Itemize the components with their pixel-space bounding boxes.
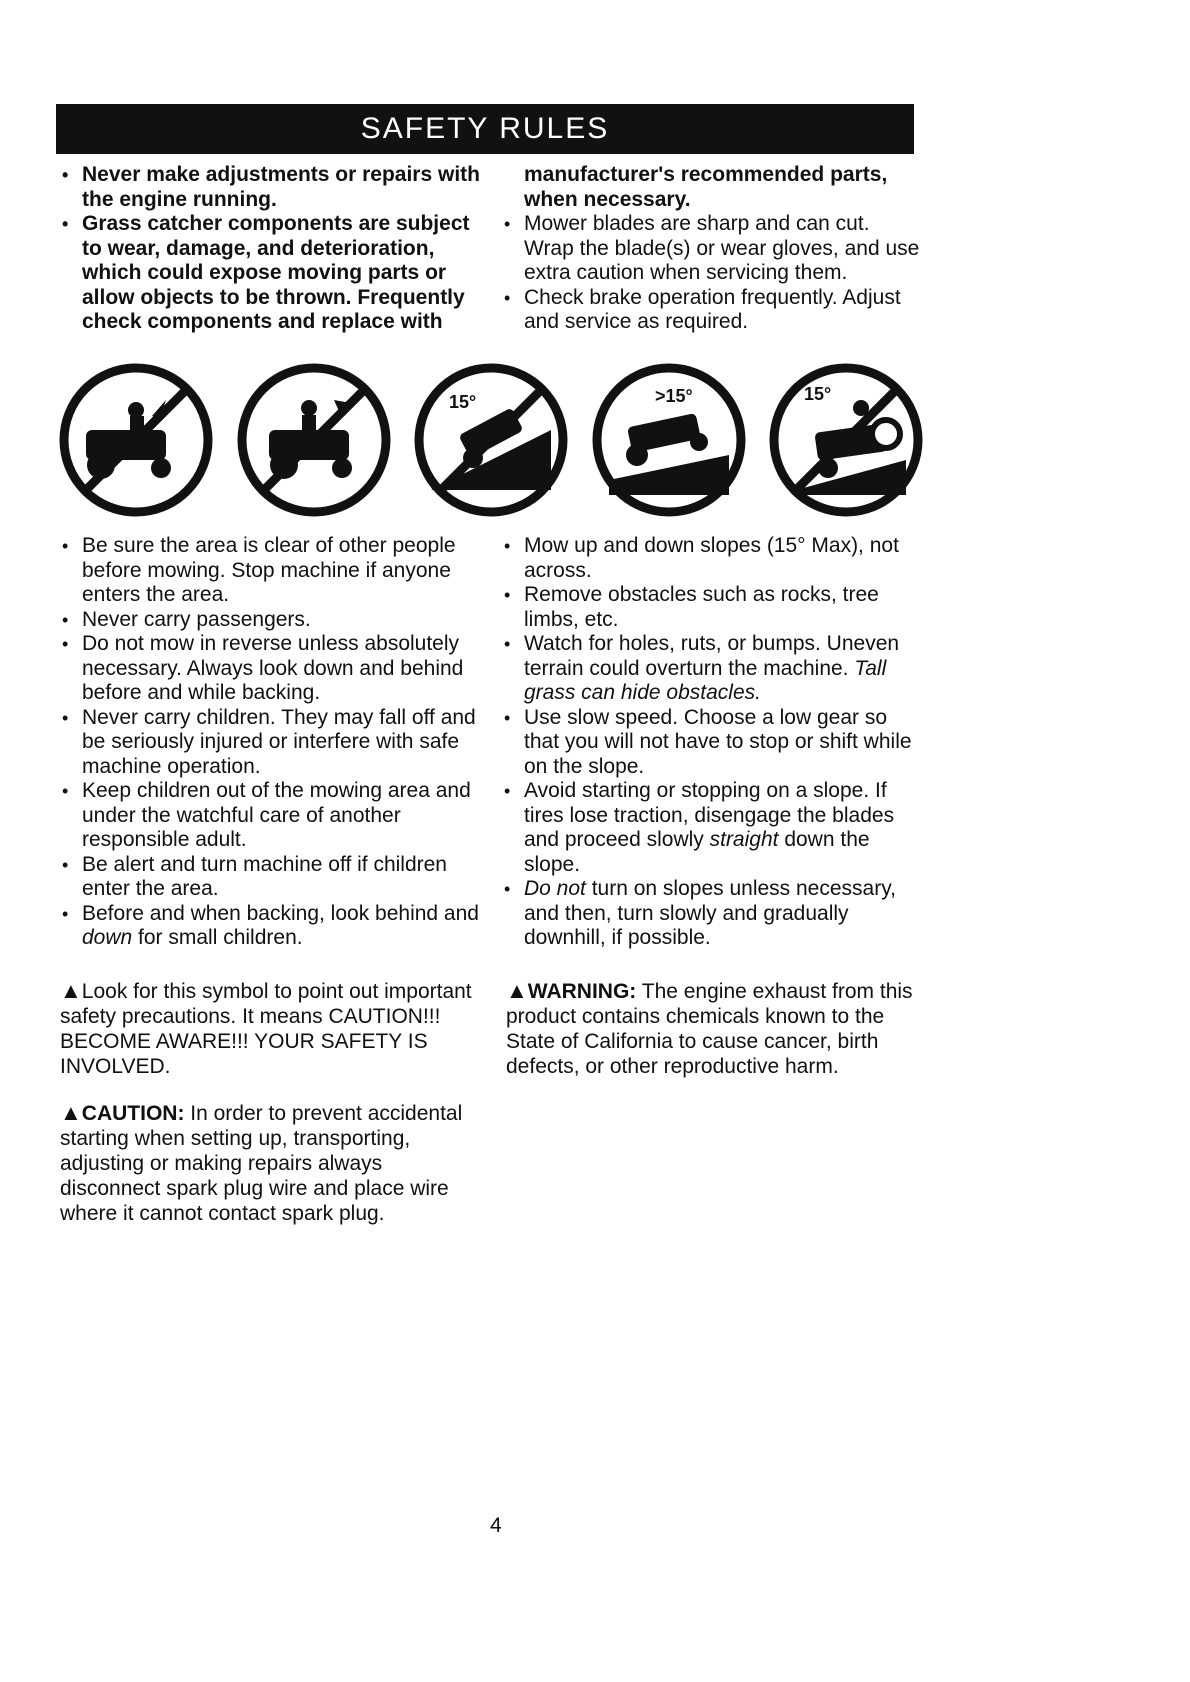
list-item: • Be alert and turn machine off if children enter the area. <box>60 853 480 902</box>
list-item <box>502 779 922 877</box>
list-item: • Mow up and down slopes (15° Max), not across. <box>502 534 922 583</box>
slope-angle-label: 15° <box>804 384 832 404</box>
top-left-column <box>60 163 480 335</box>
caution-note <box>60 1100 480 1226</box>
middle-right-column <box>502 534 922 951</box>
emphasis-text: straight <box>709 828 779 851</box>
symbol-note-text: Look for this symbol to point out important safety precautions. It means CAUTION!!! BECOME AWARE!!! YOUR SAFETY IS INVOLVED. <box>60 980 472 1078</box>
no-reverse-mowing-icon <box>234 360 394 520</box>
text-run: Watch for holes, ruts, or bumps. Uneven terrain could overturn the machine. <box>524 632 900 680</box>
list-item: • Never carry passengers. <box>60 608 480 633</box>
emphasis-text: Tall grass can hide obstacles. <box>524 656 887 704</box>
warning-triangle-icon: ▲ <box>60 1100 82 1125</box>
text-run: turn on slopes unless necessary, and then, turn slowly and gradually downhill, if possible. <box>524 877 896 949</box>
text-run: Avoid starting or stopping on a slope. If tires lose traction, disengage the blades and proceed slowly <box>524 779 895 851</box>
section-title: SAFETY RULES <box>360 112 610 145</box>
list-item: • Mower blades are sharp and can cut. Wrap the blade(s) or wear gloves, and use extra caution when servicing them. <box>502 212 922 286</box>
emphasis-text: Do not <box>524 877 586 900</box>
warning-triangle-icon: ▲ <box>60 978 82 1003</box>
slope-angle-label: >15° <box>654 386 693 406</box>
list-item: • Be sure the area is clear of other people before mowing. Stop machine if anyone enters the area. <box>60 534 480 608</box>
warning-label: WARNING: <box>527 980 637 1003</box>
middle-left-column <box>60 534 480 951</box>
warning-note <box>506 978 926 1079</box>
text-run: Before and when backing, look behind and <box>82 901 479 925</box>
caution-label: CAUTION: <box>81 1102 185 1125</box>
no-slope-across-icon <box>766 360 926 520</box>
warning-text: The engine exhaust from this product contains chemicals known to the State of California to cause cancer, birth defects, or other reproductive harm. <box>506 980 913 1078</box>
text-run: down the slope. <box>524 828 870 876</box>
slope-limit-icon <box>589 360 749 520</box>
no-steep-slope-icon <box>411 360 571 520</box>
top-right-column <box>502 163 922 335</box>
no-passenger-icon <box>56 360 216 520</box>
list-item: • Never make adjustments or repairs with the engine running. <box>60 163 480 212</box>
safety-pictograms <box>56 360 926 520</box>
list-item: • Check brake operation frequently. Adjust and service as required. <box>502 286 922 335</box>
continuation-text: manufacturer's recommended parts, when necessary. <box>524 163 888 211</box>
list-item <box>502 632 922 706</box>
list-item: • Grass catcher components are subject to wear, damage, and deterioration, which could expose moving parts or allow objects to be thrown. Frequently check components and replace with <box>60 212 480 335</box>
caution-text: In order to prevent accidental starting when setting up, transporting, adjusting or making repairs always disconnect spark plug wire and place wire where it cannot contact spark plug. <box>60 1102 463 1225</box>
list-item: • Keep children out of the mowing area and under the watchful care of another responsible adult. <box>60 779 480 853</box>
list-item: • Use slow speed. Choose a low gear so that you will not have to stop or shift while on the slope. <box>502 706 922 780</box>
symbol-note <box>60 978 480 1079</box>
list-item: • Never carry children. They may fall off and be seriously injured or interfere with safe machine operation. <box>60 706 480 780</box>
list-item <box>60 902 480 951</box>
warning-triangle-icon: ▲ <box>506 978 528 1003</box>
emphasis-text: down <box>82 926 133 949</box>
slope-angle-label: 15° <box>449 392 477 412</box>
section-header <box>56 104 914 154</box>
list-item: • Remove obstacles such as rocks, tree limbs, etc. <box>502 583 922 632</box>
list-item: • Do not mow in reverse unless absolutely necessary. Always look down and behind before and while backing. <box>60 632 480 706</box>
page-number: 4 <box>490 1514 502 1537</box>
list-item <box>502 877 922 951</box>
text-run: for small children. <box>132 926 303 949</box>
